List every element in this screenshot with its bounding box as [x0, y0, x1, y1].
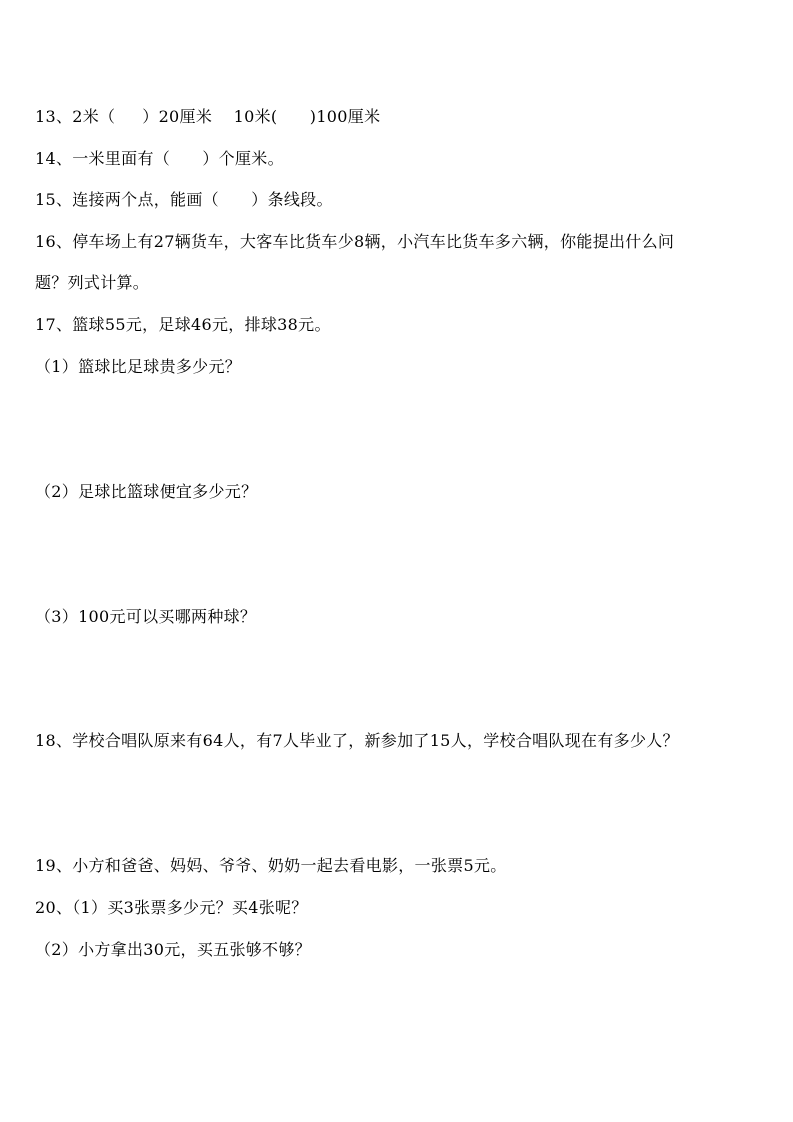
question-19: 19、小方和爸爸、妈妈、爷爷、奶奶一起去看电影，一张票5元。: [35, 856, 507, 875]
question-13: 13、2米（ ）20厘米 10米( )100厘米: [35, 107, 381, 126]
question-15: 15、连接两个点，能画（ ）条线段。: [35, 190, 333, 209]
question-17-part-1: （1）篮球比足球贵多少元？: [35, 357, 242, 376]
question-17: 17、篮球55元，足球46元，排球38元。: [35, 315, 331, 334]
question-18: 18、学校合唱队原来有64人，有7人毕业了，新参加了15人，学校合唱队现在有多少人？: [35, 731, 679, 750]
question-14: 14、一米里面有（ ）个厘米。: [35, 149, 284, 168]
question-20: 20、（1）买3张票多少元？买4张呢？: [35, 898, 308, 917]
question-16: 16、停车场上有27辆货车，大客车比货车少8辆，小汽车比货车多六辆，你能提出什么问: [35, 232, 675, 251]
question-17-part-3: （3）100元可以买哪两种球？: [35, 607, 257, 626]
question-20-part-2: （2）小方拿出30元，买五张够不够？: [35, 940, 311, 959]
question-17-part-2: （2）足球比篮球便宜多少元？: [35, 482, 258, 501]
question-16-continued: 题？列式计算。: [35, 273, 150, 292]
